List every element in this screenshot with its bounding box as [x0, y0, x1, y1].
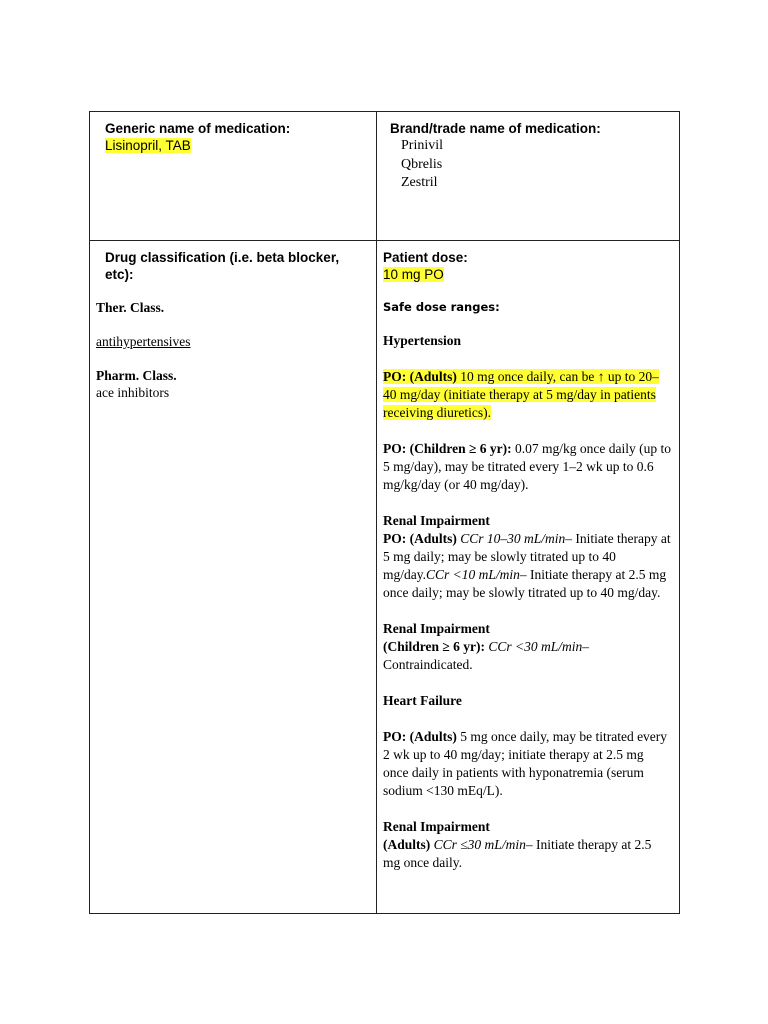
- renal1-ccr2: CCr <10 mL/min: [426, 567, 520, 582]
- heart-failure-heading: Heart Failure: [383, 693, 462, 708]
- renal1-ccr1: CCr 10–30 mL/min: [456, 531, 566, 546]
- brand-name-item: Qbrelis: [401, 156, 443, 172]
- dose-cell: [377, 241, 680, 914]
- htn-child-text: 0.07 mg/kg once daily (up to 5 mg/day), may be titrated every 1–2 wk up to 0.6 mg/kg/day (or 40 mg/day).: [383, 441, 672, 492]
- hf-text: 5 mg once daily, may be titrated every 2 wk up to 40 mg/day; initiate therapy at 2.5 mg once daily in patients with hyponatremia (serum sodium <130 mEq/L).: [383, 729, 668, 798]
- renal1-lead: PO: (Adults): [383, 531, 457, 546]
- generic-name-value: Lisinopril, TAB: [105, 138, 191, 153]
- renal3-text: – Initiate therapy at 2.5 mg once daily.: [383, 837, 652, 870]
- patient-dose-value: 10 mg PO: [383, 267, 444, 282]
- renal1-text1: – Initiate therapy at 5 mg daily; may be slowly titrated up to 40 mg/day.: [383, 531, 671, 582]
- drug-card-table: [89, 111, 680, 914]
- pharm-class-label: Pharm. Class.: [96, 368, 177, 383]
- hf-lead: PO: (Adults): [383, 729, 457, 744]
- htn-child-lead: PO: (Children ≥ 6 yr):: [383, 441, 512, 456]
- brand-name-cell: [377, 112, 680, 241]
- pharm-class-value: ace inhibitors: [96, 385, 170, 400]
- htn-adult-text: 10 mg once daily, can be ↑ up to 20–40 mg/day (initiate therapy at 5 mg/day in patients receiving diuretics).: [383, 369, 659, 420]
- safe-dose-label: Safe dose ranges:: [383, 300, 500, 314]
- generic-name-label: Generic name of medication:: [105, 121, 291, 136]
- renal3-heading: Renal Impairment: [383, 819, 490, 834]
- classification-label: Drug classification (i.e. beta blocker, etc):: [105, 250, 340, 282]
- htn-adult-lead: PO: (Adults): [383, 369, 457, 384]
- renal2-heading: Renal Impairment: [383, 621, 490, 636]
- ther-class-value: antihypertensives: [96, 334, 191, 349]
- brand-name-item: Prinivil: [401, 138, 444, 153]
- renal1-text2: – Initiate therapy at 2.5 mg once daily; may be slowly titrated up to 40 mg/day.: [383, 567, 667, 600]
- renal1-heading: Renal Impairment: [383, 513, 490, 528]
- renal3-ccr: CCr ≤30 mL/min: [430, 837, 526, 852]
- ther-class-label: Ther. Class.: [96, 300, 165, 315]
- hypertension-heading: Hypertension: [383, 333, 462, 348]
- renal3-lead: (Adults): [383, 837, 431, 852]
- brand-name-item: Zestril: [401, 175, 438, 190]
- patient-dose-label: Patient dose:: [383, 250, 468, 265]
- brand-name-label: Brand/trade name of medication:: [390, 121, 601, 136]
- generic-name-cell: [90, 112, 377, 241]
- classification-cell: [90, 241, 377, 914]
- renal2-ccr: CCr <30 mL/min: [485, 639, 583, 654]
- renal2-lead: (Children ≥ 6 yr):: [383, 639, 486, 654]
- renal2-text: – Contraindicated.: [383, 639, 590, 672]
